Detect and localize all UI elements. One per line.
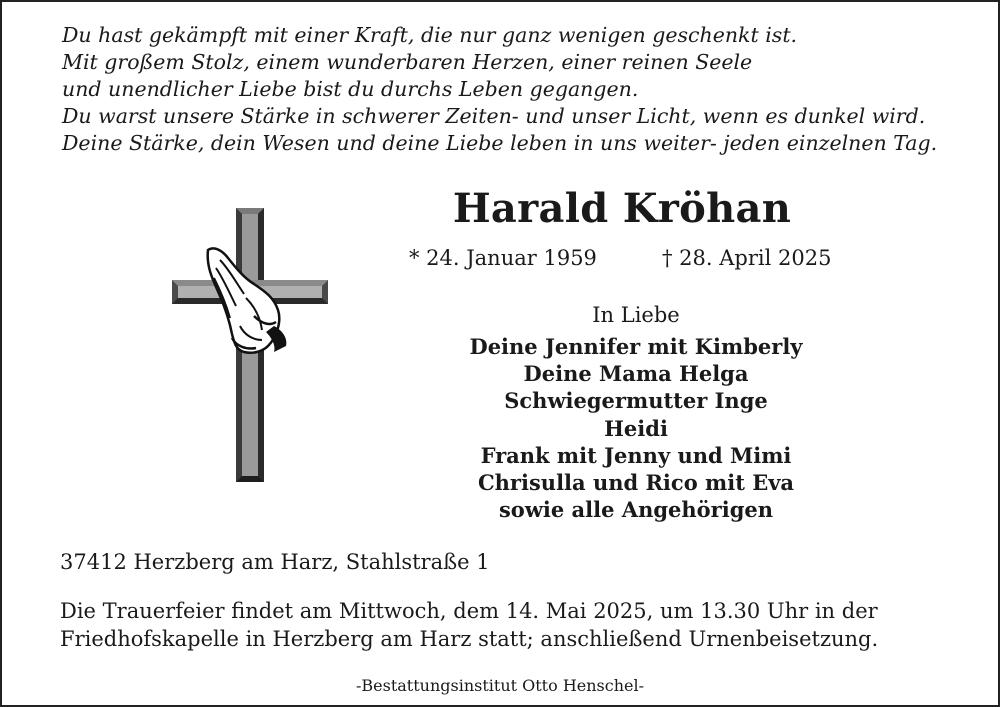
- memorial-poem: [62, 22, 962, 157]
- funeral-home-credit: -Bestattungsinstitut Otto Henschel-: [355, 676, 645, 695]
- mourner-name: Chrisulla und Rico mit Eva: [477, 470, 795, 496]
- service-line: Die Trauerfeier findet am Mittwoch, dem 14. Mai 2025, um 13.30 Uhr in der: [60, 599, 878, 623]
- poem-line: Deine Stärke, dein Wesen und deine Liebe leben in uns weiter- jeden einzelnen Tag.: [62, 131, 938, 155]
- mourner-name: Deine Jennifer mit Kimberly: [469, 334, 803, 359]
- poem-line: und unendlicher Liebe bist du durchs Leben gegangen.: [62, 77, 639, 101]
- in-loving-memory-label: In Liebe: [592, 303, 680, 327]
- poem-line: Mit großem Stolz, einem wunderbaren Herzen, einer reinen Seele: [62, 50, 753, 74]
- service-line: Friedhofskapelle in Herzberg am Harz statt; anschließend Urnenbeisetzung.: [60, 627, 879, 651]
- poem-line: Du warst unsere Stärke in schwerer Zeiten- und unser Licht, wenn es dunkel wird.: [62, 104, 926, 128]
- cross-with-praying-hands-icon: [170, 206, 330, 486]
- deceased-name: Harald Kröhan: [452, 185, 792, 232]
- mourner-name: Schwiegermutter Inge: [504, 388, 768, 414]
- poem-line: Du hast gekämpft mit einer Kraft, die nur ganz wenigen geschenkt ist.: [62, 23, 798, 47]
- family-address: 37412 Herzberg am Harz, Stahlstraße 1: [60, 550, 490, 574]
- birth-date: * 24. Januar 1959: [409, 246, 597, 270]
- mourner-name: Heidi: [604, 415, 668, 441]
- death-date: † 28. April 2025: [662, 246, 832, 270]
- mourner-name: Frank mit Jenny und Mimi: [480, 442, 792, 468]
- mourner-name: Deine Mama Helga: [523, 361, 749, 387]
- mourners-list: [436, 333, 836, 523]
- mourner-name: sowie alle Angehörigen: [498, 497, 774, 523]
- funeral-service-info: [60, 597, 960, 653]
